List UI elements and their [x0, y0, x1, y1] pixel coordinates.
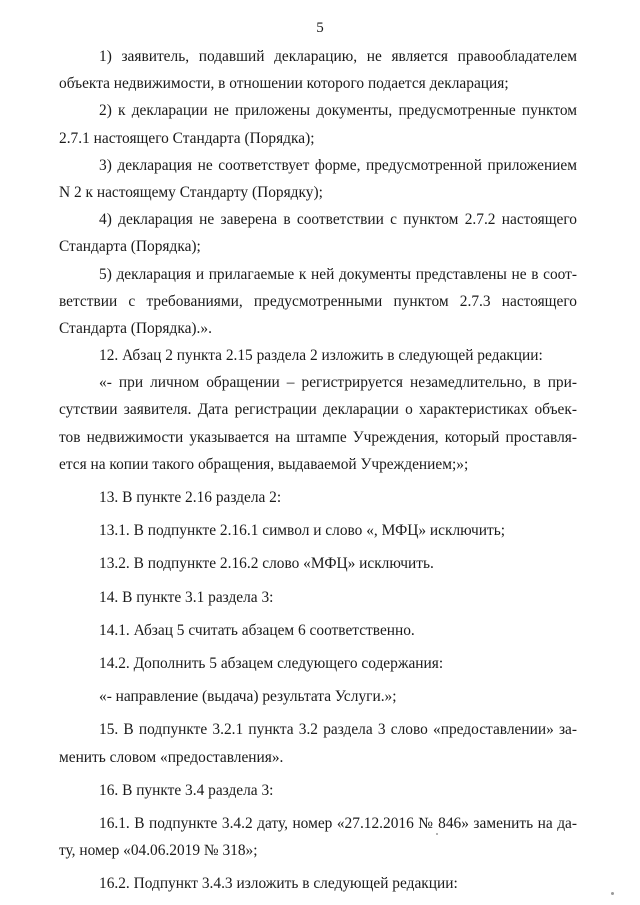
text-line: 14. В пункте 3.1 раздела 3:: [99, 588, 274, 606]
text-line: Стандарта (Порядка);: [59, 238, 201, 256]
text-line: 5) декларация и прилагаемые к ней документы представлены не в соот-: [99, 265, 577, 283]
text-line: 14.1. Абзац 5 считать абзацем 6 соответственно.: [99, 621, 415, 639]
text-line: 2) к декларации не приложены документы, предусмотренные пунктом: [99, 102, 577, 120]
text-line: 13. В пункте 2.16 раздела 2:: [99, 489, 282, 506]
document-body: [59, 43, 577, 897]
text-line: менить словом «предоставления».: [59, 748, 284, 766]
text-line: 4) декларация не заверена в соответствии с пунктом 2.7.2 настоящего: [99, 211, 577, 229]
text-line: 12. Абзац 2 пункта 2.15 раздела 2 изложить в следующей редакции:: [99, 347, 543, 365]
text-line: 16. В пункте 3.4 раздела 3:: [99, 781, 274, 799]
text-line: тов недвижимости указывается на штампе Учреждения, который проставля-: [59, 428, 577, 446]
text-line: 13.1. В подпункте 2.16.1 символ и слово «, МФЦ» исключить;: [99, 522, 506, 540]
text-line: 14.2. Дополнить 5 абзацем следующего содержания:: [99, 654, 444, 672]
text-line: 15. В подпункте 3.2.1 пункта 3.2 раздела 3 слово «предоставлении» за-: [99, 721, 577, 739]
scan-speck: [611, 892, 614, 895]
text-line: объекта недвижимости, в отношении которого подается декларация;: [59, 75, 509, 93]
text-line: 3) декларация не соответствует форме, предусмотренной приложением: [99, 156, 577, 174]
text-line: «- направление (выдача) результата Услуги.»;: [99, 688, 397, 706]
text-line: 2.7.1 настоящего Стандарта (Порядка);: [59, 129, 315, 147]
text-line: Стандарта (Порядка).».: [59, 319, 212, 337]
text-line: N 2 к настоящему Стандарту (Порядку);: [59, 183, 323, 201]
text-line: ется на копии такого обращения, выдаваемой Учреждением;»;: [59, 455, 469, 473]
text-line: ту, номер «04.06.2019 № 318»;: [59, 842, 258, 860]
text-line: 1) заявитель, подавший декларацию, не является правообладателем: [99, 48, 577, 65]
text-line: сутствии заявителя. Дата регистрации декларации о характеристиках объек-: [59, 401, 577, 419]
scan-speck: [436, 833, 438, 835]
page-number: 5: [316, 20, 324, 36]
text-line: 13.2. В подпункте 2.16.2 слово «МФЦ» исключить.: [99, 555, 434, 573]
text-line: ветствии с требованиями, предусмотренными пунктом 2.7.3 настоящего: [59, 292, 577, 310]
text-line: «- при личном обращении – регистрируется незамедлительно, в при-: [99, 374, 577, 392]
text-line: 16.2. Подпункт 3.4.3 изложить в следующей редакции:: [99, 875, 458, 893]
text-line: 16.1. В подпункте 3.4.2 дату, номер «27.12.2016 № 846» заменить на да-: [99, 814, 577, 832]
